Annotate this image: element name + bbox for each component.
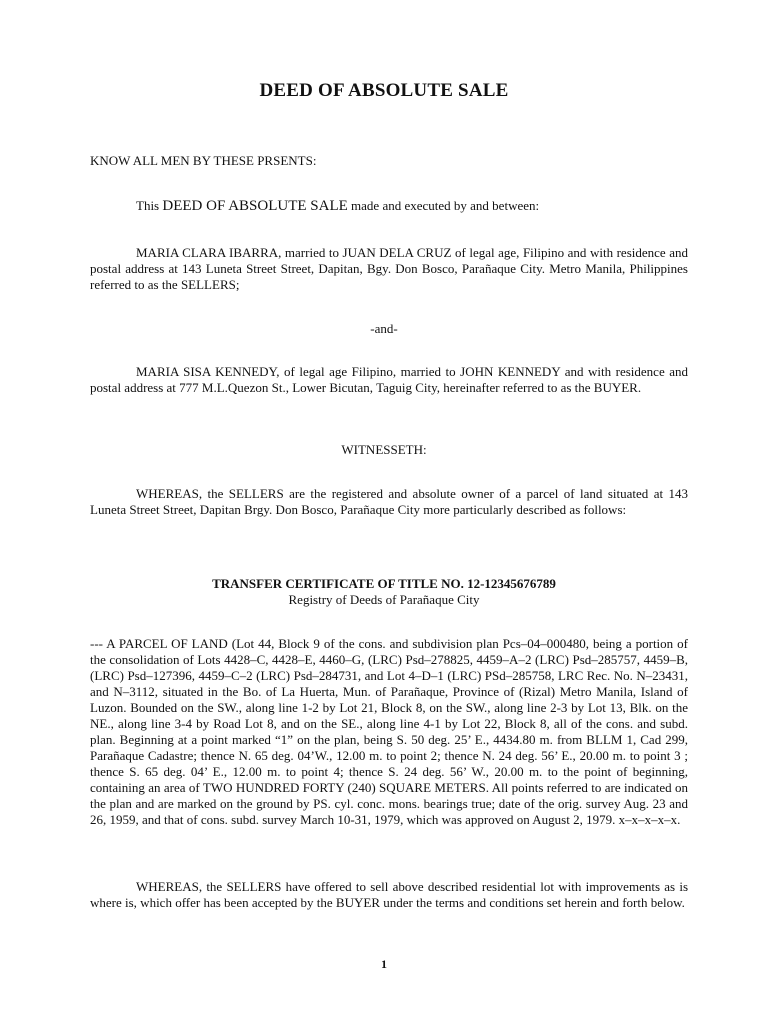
tct-title: TRANSFER CERTIFICATE OF TITLE NO. 12-12345676789 <box>212 576 556 591</box>
intro-prefix: This <box>136 198 163 213</box>
parcel-description: --- A PARCEL OF LAND (Lot 44, Block 9 of the cons. and subdivision plan Pcs–04–000480, being a portion of the consolidation of Lots 4428–C, 4428–E, 4460–G, (LRC) Psd–278825, 4459–A–2 (LRC) Psd–285757, 4459–B, (LRC) Psd–127396, 4459–C–2 (LRC) Psd–284731, and Lot 4–D–1 (LRC) PSd–285758, LRC Rec. No. N–23431, and N–3112, situated in the Bo. of La Huerta, Mun. of Parañaque, Province of (Rizal) Metro Manila, Island of Luzon. Bounded on the SW., along line 1-2 by Lot 21, Block 8, on the SW., along line 2-3 by Lot 13, Blk. on the NE., along line 3-4 by Road Lot 8, and on the SE., along line 4-1 by Lot 22, Block 8, all of the cons. and subd. plan. Beginning at a point marked “1” on the plan, being S. 50 deg. 25’ E., 4434.80 m. from BLLM 1, Cad 299, Parañaque Cadastre; thence N. 65 deg. 04’W., 12.00 m. to point 2; thence N. 24 deg. 56’ E., 20.00 m. to point 3 ; thence S. 65 deg. 04’ E., 12.00 m. to point 4; thence S. 24 deg. 56’ W., 20.00 m. to the point of beginning, containing an area of TWO HUNDRED FORTY (240) SQUARE METERS. All points referred to are indicated on the plan and are marked on the ground by PS. cyl. conc. mons. bearings true; date of the orig. survey Aug. 23 and 26, 1959, and that of cons. subd. survey March 10-31, 1979, which was approved on August 2, 1979. x–x–x–x–x. <box>90 636 688 827</box>
tct-registry: Registry of Deeds of Parañaque City <box>288 592 480 607</box>
whereas-paragraph-1: WHEREAS, the SELLERS are the registered and absolute owner of a parcel of land situated at 143 Luneta Street Street, Dapitan Brgy. Don Bosco, Parañaque City more particularly described as follows: <box>90 486 688 517</box>
intro-paragraph <box>90 198 688 214</box>
intro-suffix: made and executed by and between: <box>347 198 540 213</box>
document-title: DEED OF ABSOLUTE SALE <box>259 80 509 101</box>
and-separator: -and- <box>370 321 398 336</box>
intro-emphasis: DEED OF ABSOLUTE SALE <box>162 198 348 214</box>
page-number: 1 <box>381 957 387 971</box>
buyer-paragraph: MARIA SISA KENNEDY, of legal age Filipino, married to JOHN KENNEDY and with residence and postal address at 777 M.L.Quezon St., Lower Bicutan, Taguig City, hereinafter referred to as the BUYER. <box>90 364 688 395</box>
salutation: KNOW ALL MEN BY THESE PRSENTS: <box>90 153 317 168</box>
witnesseth-heading: WITNESSETH: <box>341 442 427 457</box>
sellers-paragraph: MARIA CLARA IBARRA, married to JUAN DELA CRUZ of legal age, Filipino and with residence and postal address at 143 Luneta Street Street, Dapitan, Bgy. Don Bosco, Parañaque City. Metro Manila, Philippines referred to as the SELLERS; <box>90 245 688 292</box>
whereas-paragraph-2: WHEREAS, the SELLERS have offered to sell above described residential lot with improvements as is where is, which offer has been accepted by the BUYER under the terms and conditions set herein and forth below. <box>90 879 688 910</box>
